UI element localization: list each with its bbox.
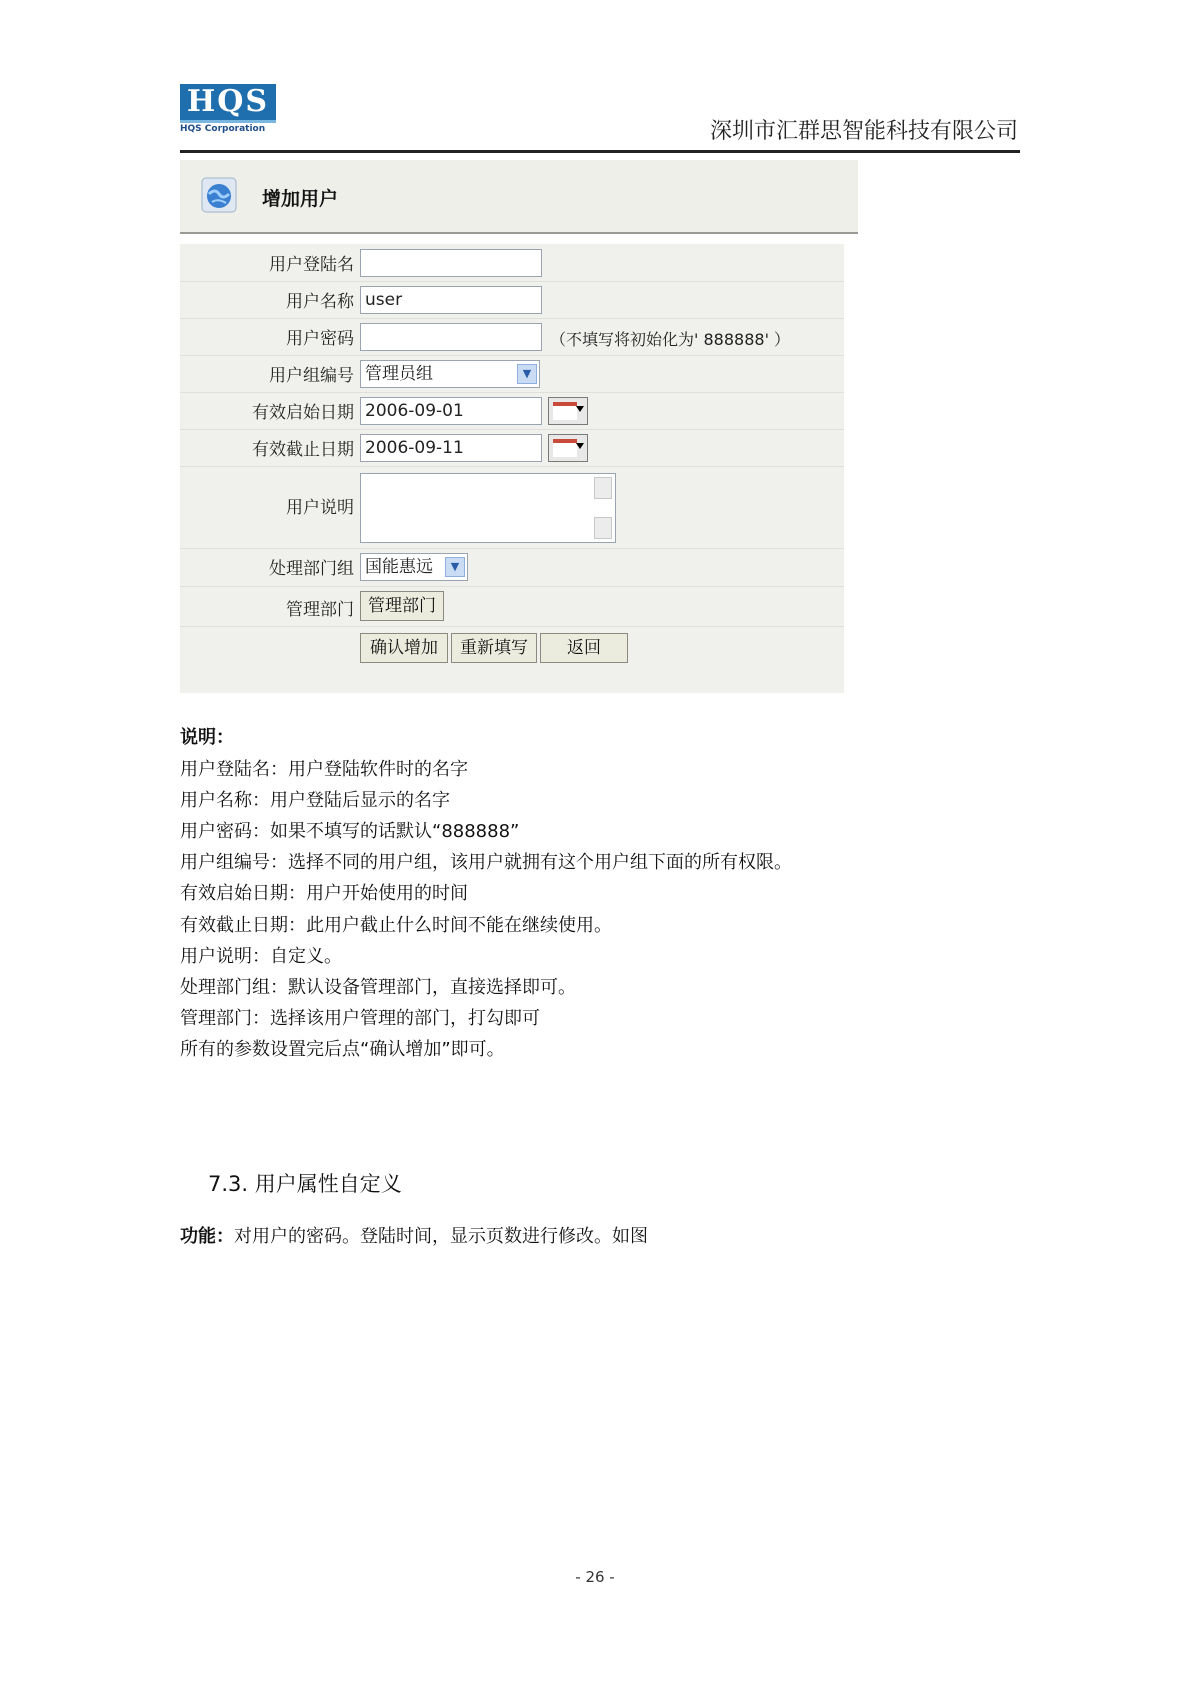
globe-icon [200,176,238,214]
form-row-name [180,281,844,319]
header-divider [180,150,1020,153]
chevron-down-icon[interactable]: ▼ [445,557,465,577]
dept-group-selected-value: 国能惠远 [365,557,433,577]
password-input[interactable] [360,323,542,351]
note-line: 有效截止日期：此用户截止什么时间不能在继续使用。 [180,915,612,936]
dept-group-label: 处理部门组 [269,559,354,579]
panel-title: 增加用户 [262,188,339,210]
note-line: 用户名称：用户登陆后显示的名字 [180,790,450,811]
dept-group-select[interactable] [360,553,468,581]
login-label: 用户登陆名 [269,255,354,275]
note-line: 管理部门：选择该用户管理的部门，打勾即可 [180,1008,540,1029]
start-date-label: 有效启始日期 [252,403,354,423]
form-row-dept [180,586,844,627]
password-label: 用户密码 [286,329,354,349]
end-date-label: 有效截止日期 [252,440,354,460]
description-label: 用户说明 [286,498,354,518]
scroll-up-icon[interactable] [594,477,612,499]
form-row-login [180,244,844,282]
note-line: 有效启始日期：用户开始使用的时间 [180,883,468,904]
name-label: 用户名称 [286,292,354,312]
company-logo [180,84,276,134]
notes-title: 说明： [180,727,234,748]
logo-subtext: HQS Corporation [180,124,266,134]
note-line: 用户密码：如果不填写的话默认“888888” [180,821,520,842]
form-row-end-date [180,429,844,467]
note-line: 用户组编号：选择不同的用户组，该用户就拥有这个用户组下面的所有权限。 [180,852,792,873]
calendar-icon[interactable] [548,397,588,425]
function-paragraph [180,1222,648,1248]
panel-header [180,160,858,234]
add-user-form [180,244,844,693]
calendar-icon[interactable] [548,434,588,462]
form-row-dept-group [180,548,844,587]
logo-text: HQS [180,84,276,123]
group-label: 用户组编号 [269,366,354,386]
reset-button[interactable]: 重新填写 [451,633,537,663]
end-date-input[interactable]: 2006-09-11 [360,434,542,462]
manage-dept-button[interactable]: 管理部门 [360,591,444,621]
note-line: 处理部门组：默认设备管理部门，直接选择即可。 [180,977,576,998]
function-label: 功能： [180,1226,234,1247]
note-line: 所有的参数设置完后点“确认增加”即可。 [180,1039,505,1060]
form-row-password [180,318,844,356]
confirm-add-button[interactable]: 确认增加 [360,633,448,663]
dept-label: 管理部门 [286,600,354,620]
note-line: 用户登陆名：用户登陆软件时的名字 [180,759,468,780]
form-row-group [180,355,844,393]
function-text: 对用户的密码。登陆时间，显示页数进行修改。如图 [234,1226,648,1247]
back-button[interactable]: 返回 [540,633,628,663]
add-user-panel [180,160,858,658]
form-row-start-date [180,392,844,430]
start-date-input[interactable]: 2006-09-01 [360,397,542,425]
page-number: - 26 - [575,1568,615,1586]
section-heading: 7.3. 用户属性自定义 [208,1172,402,1196]
note-line: 用户说明：自定义。 [180,946,342,967]
password-hint: （不填写将初始化为' 888888' ） [550,330,791,349]
group-select[interactable] [360,360,540,388]
form-row-actions [180,626,844,671]
form-row-description [180,466,844,549]
name-input[interactable]: user [360,286,542,314]
company-name: 深圳市汇群思智能科技有限公司 [709,119,1018,144]
group-selected-value: 管理员组 [365,364,433,384]
description-textarea[interactable] [360,473,616,543]
chevron-down-icon[interactable]: ▼ [517,364,537,384]
login-input[interactable] [360,249,542,277]
scroll-down-icon[interactable] [594,517,612,539]
